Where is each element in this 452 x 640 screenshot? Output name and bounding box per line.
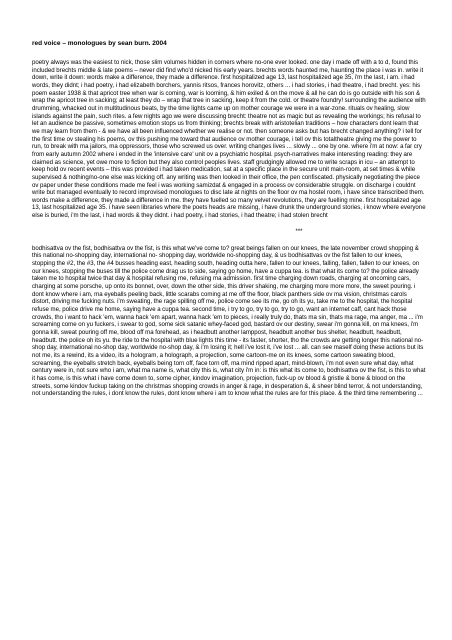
paragraph-1: poetry always was the easiest to nick, those slim volumes hidden in corners where no-one ever looked. one day i made off with a to d, found this included brechts middle & late poems – never did find who'd nicked his early years. brechts words haunted me, haunting the place i was in. write it down, write it down: words make a difference, they made a difference. first hospitalized age 13, last hospitalized age 35, i'm the last, i am. i had words, they didnt; i had poetry, i had elizabeth borchers, yannis ritsos, frances horovitz, others ... i had stories, i had theatre, i had brecht. yes: his poem easter 1938 & that apricot tree when war is coming, war is looming, & him exiled & on the move & all he can do is go outside with his son & wrap the apricot tree in sacking; at least they do – wrap that tree in sacking, keep it from the cold. or theatre foundry! surrounding the audience with drumming, whacked out in multitudinous beats, by the time lights came up on mother courage we were in a war-zone. rituals ov healing, slow islands against the pain, such rites. a few nights ago we were discussing brecht: theatre not as magic but as revealing the workings; his refusal to let an audience be passive, sometimes emotion stops us from thinking; brechts break with aristotelian traditions – how characters dont learn that we may learn from them - & we have all been influenced whether we realise or not. then someone asks but has brecht changed anything? i tell for the first time ov stealing his poems, ov this pushing me toward that audience ov mother courage, i tell ov this totaltheatre giving me the power to run, to break with ma jailors, ma oppressors, those who screwed us over. writing changes lives ... slowly ... one by one. where i'm at now: a far cry from early autumn 2002 where i ended in the 'intensive care' unit ov a psychiatric hospital. psych-narratives make interesting reading: they are claimed as science, yet owe more to fiction but they also control peoples lives. staff grudgingly allowed me to write scraps in icu – an attempt to keep hold ov recent events – this was provided i had taken medication, sat at a specific place in the secure unit main-room, at set times & while supervised & nothing/no-one else was kicking off. any writing was then looked in their office, the pen confiscated. physically negotiating the piece ov paper under these conditions made me feel i was working samizdat & engaged in a process ov considerable struggle. on discharge i couldnt write but managed eventually to record improvised monologues to disc late at nights on the floor ov ma hostel room, i have since transcribed them. words make a difference, they made a difference in me. they have fuelled so many velvet revolutions, they are fuelling mine. first hospitalized age 13, last hospitalized age 35. i have seen libraries where the poets heads are missing, i have drunk the underground stories, i know where everyone else is buried, i'm the last, i had words & they didnt. i had poetry, i had stories, i had theatre; i had stolen brecht <box>32 59 426 220</box>
paragraph-2: bodhisattva ov the fist, bodhisattva ov the fist, is this what we've come to? great beings fallen on our knees, the late november crowd shopping & this national no-shopping day, international no- shopping day, worldwide no-shopping day, & us bodhisattvas ov the fist fallen to our knees, stopping the #2, the #3, the #4 busses heading east, heading south, heading outta here, fallen to our knees, falling, fallen, fallen to our knees, on our knees, stopping the buses till the police come drag us to side, saying go home, have a cuppa tea. is that what its come to? the police already taken me to hospital twice that day & hospital refusing me, refusing ma admission. first time charging down roads, charging at oncoming cars, charging at some porsche, up onto its bonnet, over, down the other side, this driver shaking, me charging more more more, the sweet pouring. i dont know where i am, ma eyeballs peeling back, little scarabs coming at me off the floor, black panthers side ov ma vision, christmas carols distort, driving me fucking nuts. i'm sweating, the rage spilling off me, police come see its me, go oh its yu, take me to the hospital, the hospital refuse me, police drive me home, saying have a cuppa tea. second time, i try to go, try to go, try to go, want an internet caff, cant hack those crowds, tho i want to hack 'em, wanna hack 'em apart, wanna hack 'em to pieces, i really truly do, thats ma sin, thats ma rage, ma anger, ma ... i'm screaming come on yu fuckers, i swear to god, some sick satanic whey-faced god, bastard ov our destiny, swear i'm gonna kill, on ma knees, i'm gonna kill, sweat pouring off me, blood off ma forehead, as i headbutt another lamppost, headbutt another bus shelter, headbutt, headbutt, headbutt. the police oh its yu. the ride to the hospital with blue lights this time - its faster, shorter, tho the crowds are getting longer this national no-shop day, international no-shop day, worldwide no-shop day, & i'm losing it; hell i've lost it, i've lost ... all. can see maself doing these actions but its not me, its a rewind, its a video, its a hologram, a holograph, a projection, some cartoon-me on its knees, some cartoon sweating blood, screaming, the eyeballs stretch back, eyeballs being torn off, face torn off, ma mind ripped apart, mind-blown, i'm not even sure what day, what century were in, not sure who i am, what ma name is, what city this is, what city i'm in: is this what its come to, bodhisattva ov the fist, is this to what it has come, is this what i have come down to, some cipher, kindov imagination, projection, fuck-up ov blood & gristle & bone & blood on the streets, some kindov fuckup taking on the christmas shopping crowds in anger & rage, in desperation &, & sheer blind terror, & not understanding, not understanding the rules, i dont know the rules, dont know where i am to know what the rules are for this place. & the third time remembering ... <box>32 244 426 398</box>
section-separator: *** <box>295 228 303 235</box>
document-title: red voice – monologues by sean burn. 2004 <box>32 40 167 47</box>
document-page <box>32 40 426 630</box>
